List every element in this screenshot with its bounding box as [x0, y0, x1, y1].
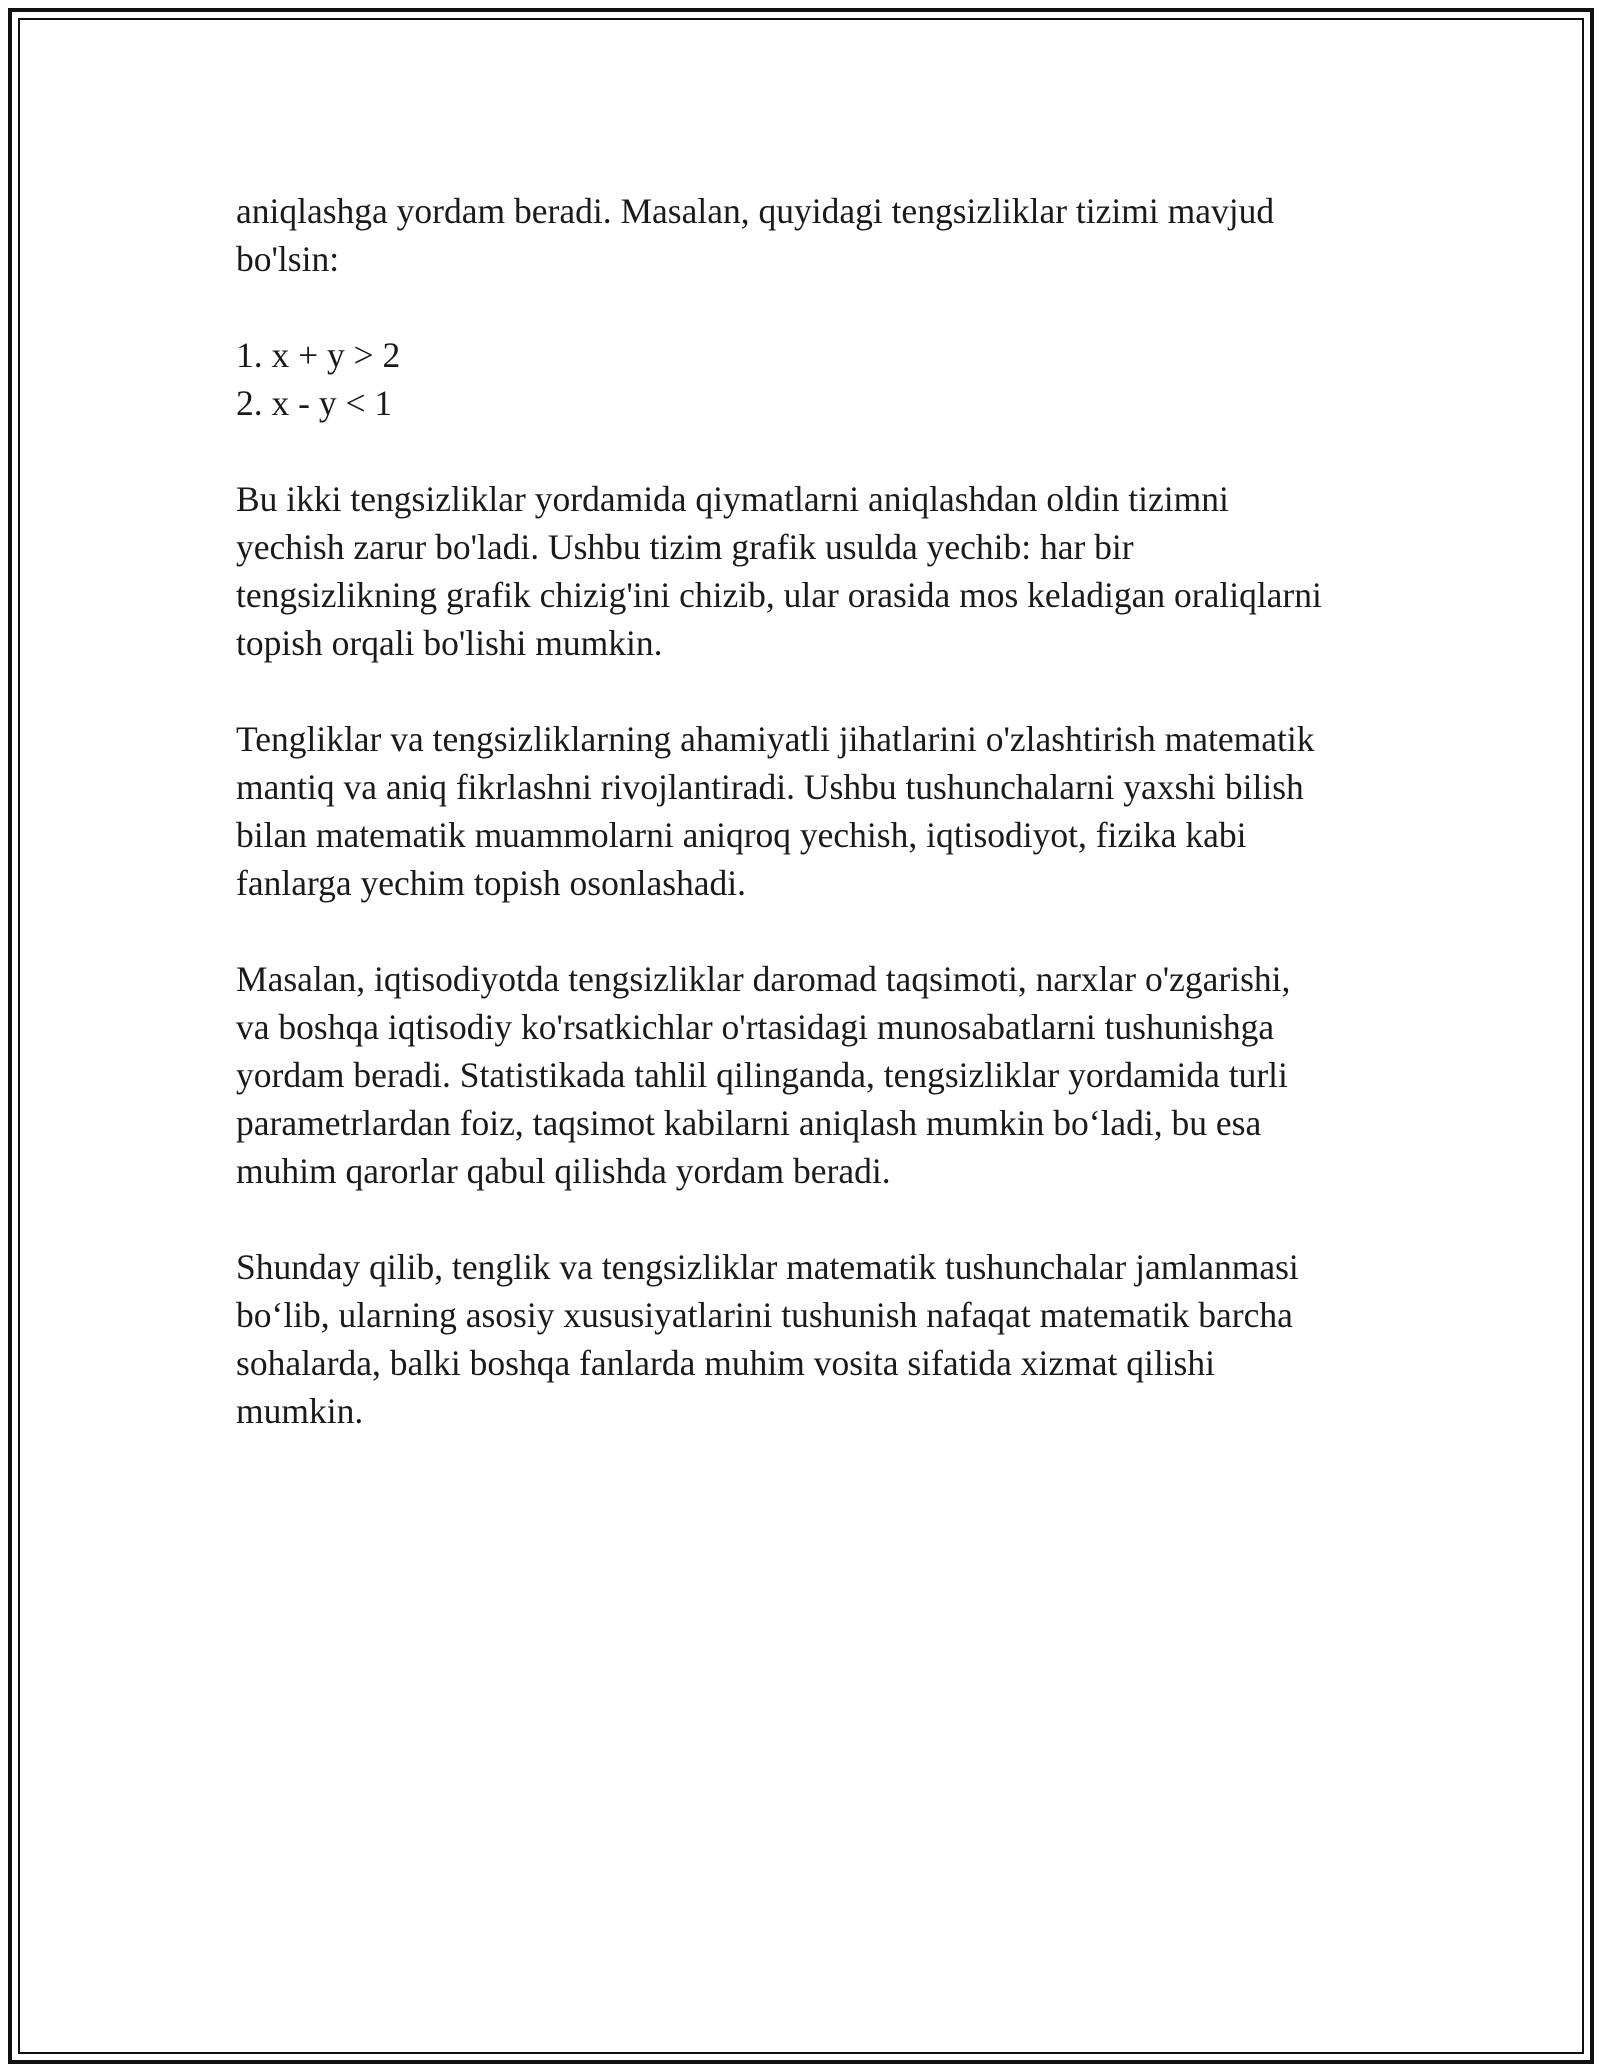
text-line: bo'lsin:: [236, 239, 340, 279]
text-line: Tengliklar va tengsizliklarning ahamiyatli jihatlarini o'zlashtirish matematik: [236, 719, 1315, 759]
paragraph-graphical-solution: [236, 475, 1376, 667]
text-line: bilan matematik muammolarni aniqroq yechish, iqtisodiyot, fizika kabi: [236, 815, 1247, 855]
text-line: sohalarda, balki boshqa fanlarda muhim vosita sifatida xizmat qilishi: [236, 1343, 1215, 1383]
paragraph-conclusion: [236, 1243, 1376, 1435]
paragraph-importance: [236, 715, 1376, 907]
text-line: fanlarga yechim topish osonlashadi.: [236, 863, 747, 903]
text-line: Bu ikki tengsizliklar yordamida qiymatlarni aniqlashdan oldin tizimni: [236, 479, 1229, 519]
text-line: tengsizlikning grafik chizig'ini chizib, ular orasida mos keladigan oraliqlarni: [236, 575, 1322, 615]
document-body: [236, 187, 1376, 1483]
inequality-list: [236, 331, 1376, 427]
text-line: mumkin.: [236, 1391, 364, 1431]
text-line: bo‘lib, ularning asosiy xususiyatlarini tushunish nafaqat matematik barcha: [236, 1295, 1293, 1335]
text-line: aniqlashga yordam beradi. Masalan, quyidagi tengsizliklar tizimi mavjud: [236, 191, 1275, 231]
text-line: Masalan, iqtisodiyotda tengsizliklar daromad taqsimoti, narxlar o'zgarishi,: [236, 959, 1291, 999]
text-line: mantiq va aniq fikrlashni rivojlantiradi. Ushbu tushunchalarni yaxshi bilish: [236, 767, 1304, 807]
text-line: Shunday qilib, tenglik va tengsizliklar matematik tushunchalar jamlanmasi: [236, 1247, 1299, 1287]
list-item: 2. x - y < 1: [236, 383, 393, 423]
paragraph-economics-example: [236, 955, 1376, 1195]
intro-paragraph: [236, 187, 1376, 283]
text-line: va boshqa iqtisodiy ko'rsatkichlar o'rtasidagi munosabatlarni tushunishga: [236, 1007, 1275, 1047]
text-line: yordam beradi. Statistikada tahlil qilinganda, tengsizliklar yordamida turli: [236, 1055, 1288, 1095]
text-line: parametrlardan foiz, taqsimot kabilarni aniqlash mumkin bo‘ladi, bu esa: [236, 1103, 1262, 1143]
text-line: muhim qarorlar qabul qilishda yordam beradi.: [236, 1151, 891, 1191]
text-line: yechish zarur bo'ladi. Ushbu tizim grafik usulda yechib: har bir: [236, 527, 1134, 567]
text-line: topish orqali bo'lishi mumkin.: [236, 623, 663, 663]
list-item: 1. x + y > 2: [236, 335, 401, 375]
